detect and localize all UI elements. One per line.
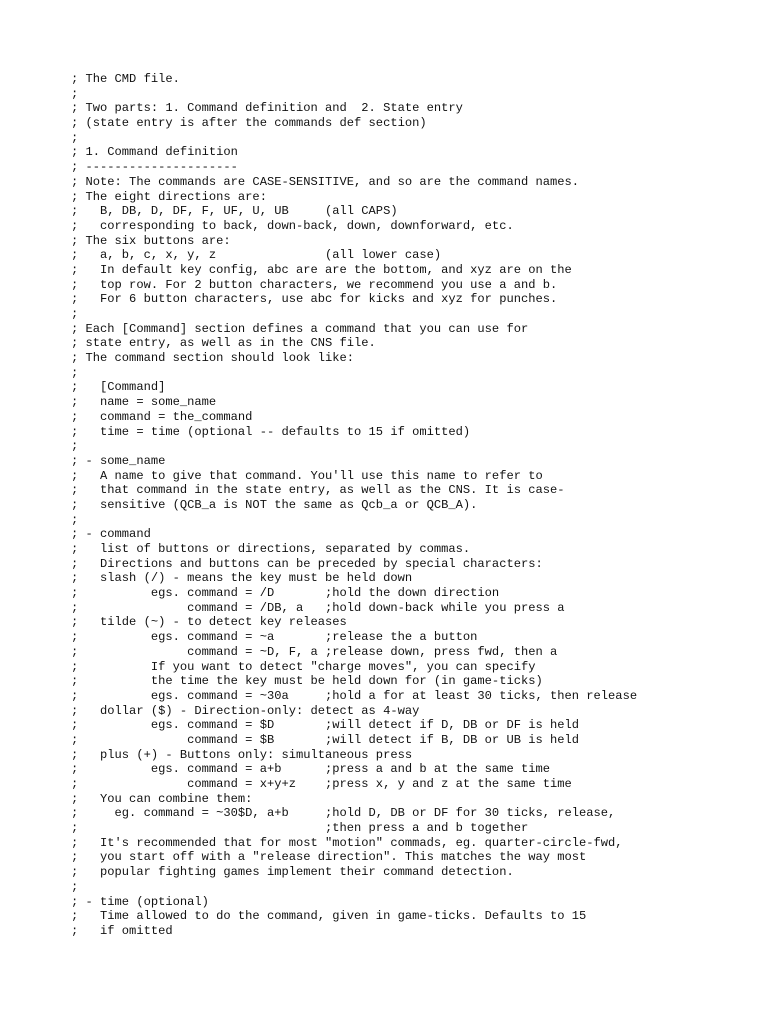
text-line: ; (71, 879, 79, 894)
text-line: ; - command (71, 527, 151, 542)
text-line: ; command = x+y+z ;press x, y and z at the same time (71, 777, 572, 791)
text-line: ; (71, 86, 79, 101)
text-line: ; (71, 307, 79, 321)
text-line: ; command = the_command (71, 409, 253, 424)
text-line: ; Two parts: 1. Command definition and 2. State entry (71, 101, 463, 116)
text-line: ; egs. command = a+b ;press a and b at the same time (71, 762, 550, 777)
text-line: ; If you want to detect "charge moves", you can specify (71, 659, 536, 674)
text-line: ; (71, 365, 79, 380)
text-line: ; egs. command = ~30a ;hold a for at least 30 ticks, then release (71, 688, 638, 703)
cmd-file-text (71, 72, 637, 939)
text-line: ; The command section should look like: (71, 351, 355, 366)
text-line: ; egs. command = ~a ;release the a button (71, 630, 478, 645)
text-line: ; Note: The commands are CASE-SENSITIVE, and so are the command names. (71, 174, 580, 189)
text-line: ; popular fighting games implement their command detection. (71, 865, 514, 880)
text-line: ; It's recommended that for most "motion" commads, eg. quarter-circle-fwd, (71, 835, 623, 850)
text-line: ; list of buttons or directions, separated by commas. (71, 542, 471, 556)
text-line: ; command = /DB, a ;hold down-back while you press a (71, 600, 565, 615)
text-line: ; time = time (optional -- defaults to 15 if omitted) (71, 424, 471, 439)
text-line: ; a, b, c, x, y, z (all lower case) (71, 248, 442, 263)
text-line: ; (71, 512, 79, 527)
text-line: ; A name to give that command. You'll use this name to refer to (71, 468, 543, 483)
text-line: ; sensitive (QCB_a is NOT the same as Qcb_a or QCB_A). (71, 497, 478, 512)
text-line: ; egs. command = /D ;hold the down direction (71, 586, 500, 601)
text-line: ; The eight directions are: (71, 189, 267, 204)
text-line: ; if omitted (71, 923, 173, 938)
text-line: ; The CMD file. (71, 72, 180, 86)
text-line: ; (state entry is after the commands def section) (71, 116, 427, 131)
text-line: ; In default key config, abc are are the bottom, and xyz are on the (71, 262, 572, 277)
text-line: ; slash (/) - means the key must be held down (71, 571, 413, 586)
text-line: ; Each [Command] section defines a command that you can use for (71, 321, 529, 336)
text-line: ; --------------------- (71, 160, 238, 175)
text-line: ; eg. command = ~30$D, a+b ;hold D, DB or DF for 30 ticks, release, (71, 806, 616, 821)
text-line: ; state entry, as well as in the CNS file. (71, 336, 376, 351)
text-line: ; (71, 130, 79, 145)
text-line: ; plus (+) - Buttons only: simultaneous press (71, 747, 413, 762)
text-line: ; For 6 button characters, use abc for kicks and xyz for punches. (71, 292, 558, 307)
text-line: ; The six buttons are: (71, 233, 231, 248)
text-line: ; (71, 439, 79, 454)
text-line: ; command = $B ;will detect if B, DB or UB is held (71, 732, 580, 747)
text-line: ; Directions and buttons can be preceded by special characters: (71, 556, 543, 571)
text-line: ; You can combine them: (71, 791, 253, 806)
text-line: ; dollar ($) - Direction-only: detect as 4-way (71, 703, 420, 718)
text-line: ; 1. Command definition (71, 145, 238, 160)
text-line: ; command = ~D, F, a ;release down, press fwd, then a (71, 644, 558, 659)
text-line: ; Time allowed to do the command, given in game-ticks. Defaults to 15 (71, 909, 587, 924)
text-line: ; corresponding to back, down-back, down, downforward, etc. (71, 218, 514, 233)
text-line: ; egs. command = $D ;will detect if D, DB or DF is held (71, 718, 580, 733)
text-line: ; that command in the state entry, as well as the CNS. It is case- (71, 483, 565, 498)
text-line: ; ;then press a and b together (71, 821, 529, 836)
text-line: ; name = some_name (71, 395, 217, 410)
text-line: ; the time the key must be held down for (in game-ticks) (71, 674, 543, 689)
text-line: ; - some_name (71, 453, 166, 468)
text-line: ; [Command] (71, 380, 166, 395)
text-line: ; top row. For 2 button characters, we recommend you use a and b. (71, 277, 558, 292)
text-line: ; B, DB, D, DF, F, UF, U, UB (all CAPS) (71, 204, 398, 219)
text-line: ; tilde (~) - to detect key releases (71, 615, 347, 630)
text-line: ; - time (optional) (71, 894, 209, 909)
text-line: ; you start off with a "release direction". This matches the way most (71, 850, 587, 865)
